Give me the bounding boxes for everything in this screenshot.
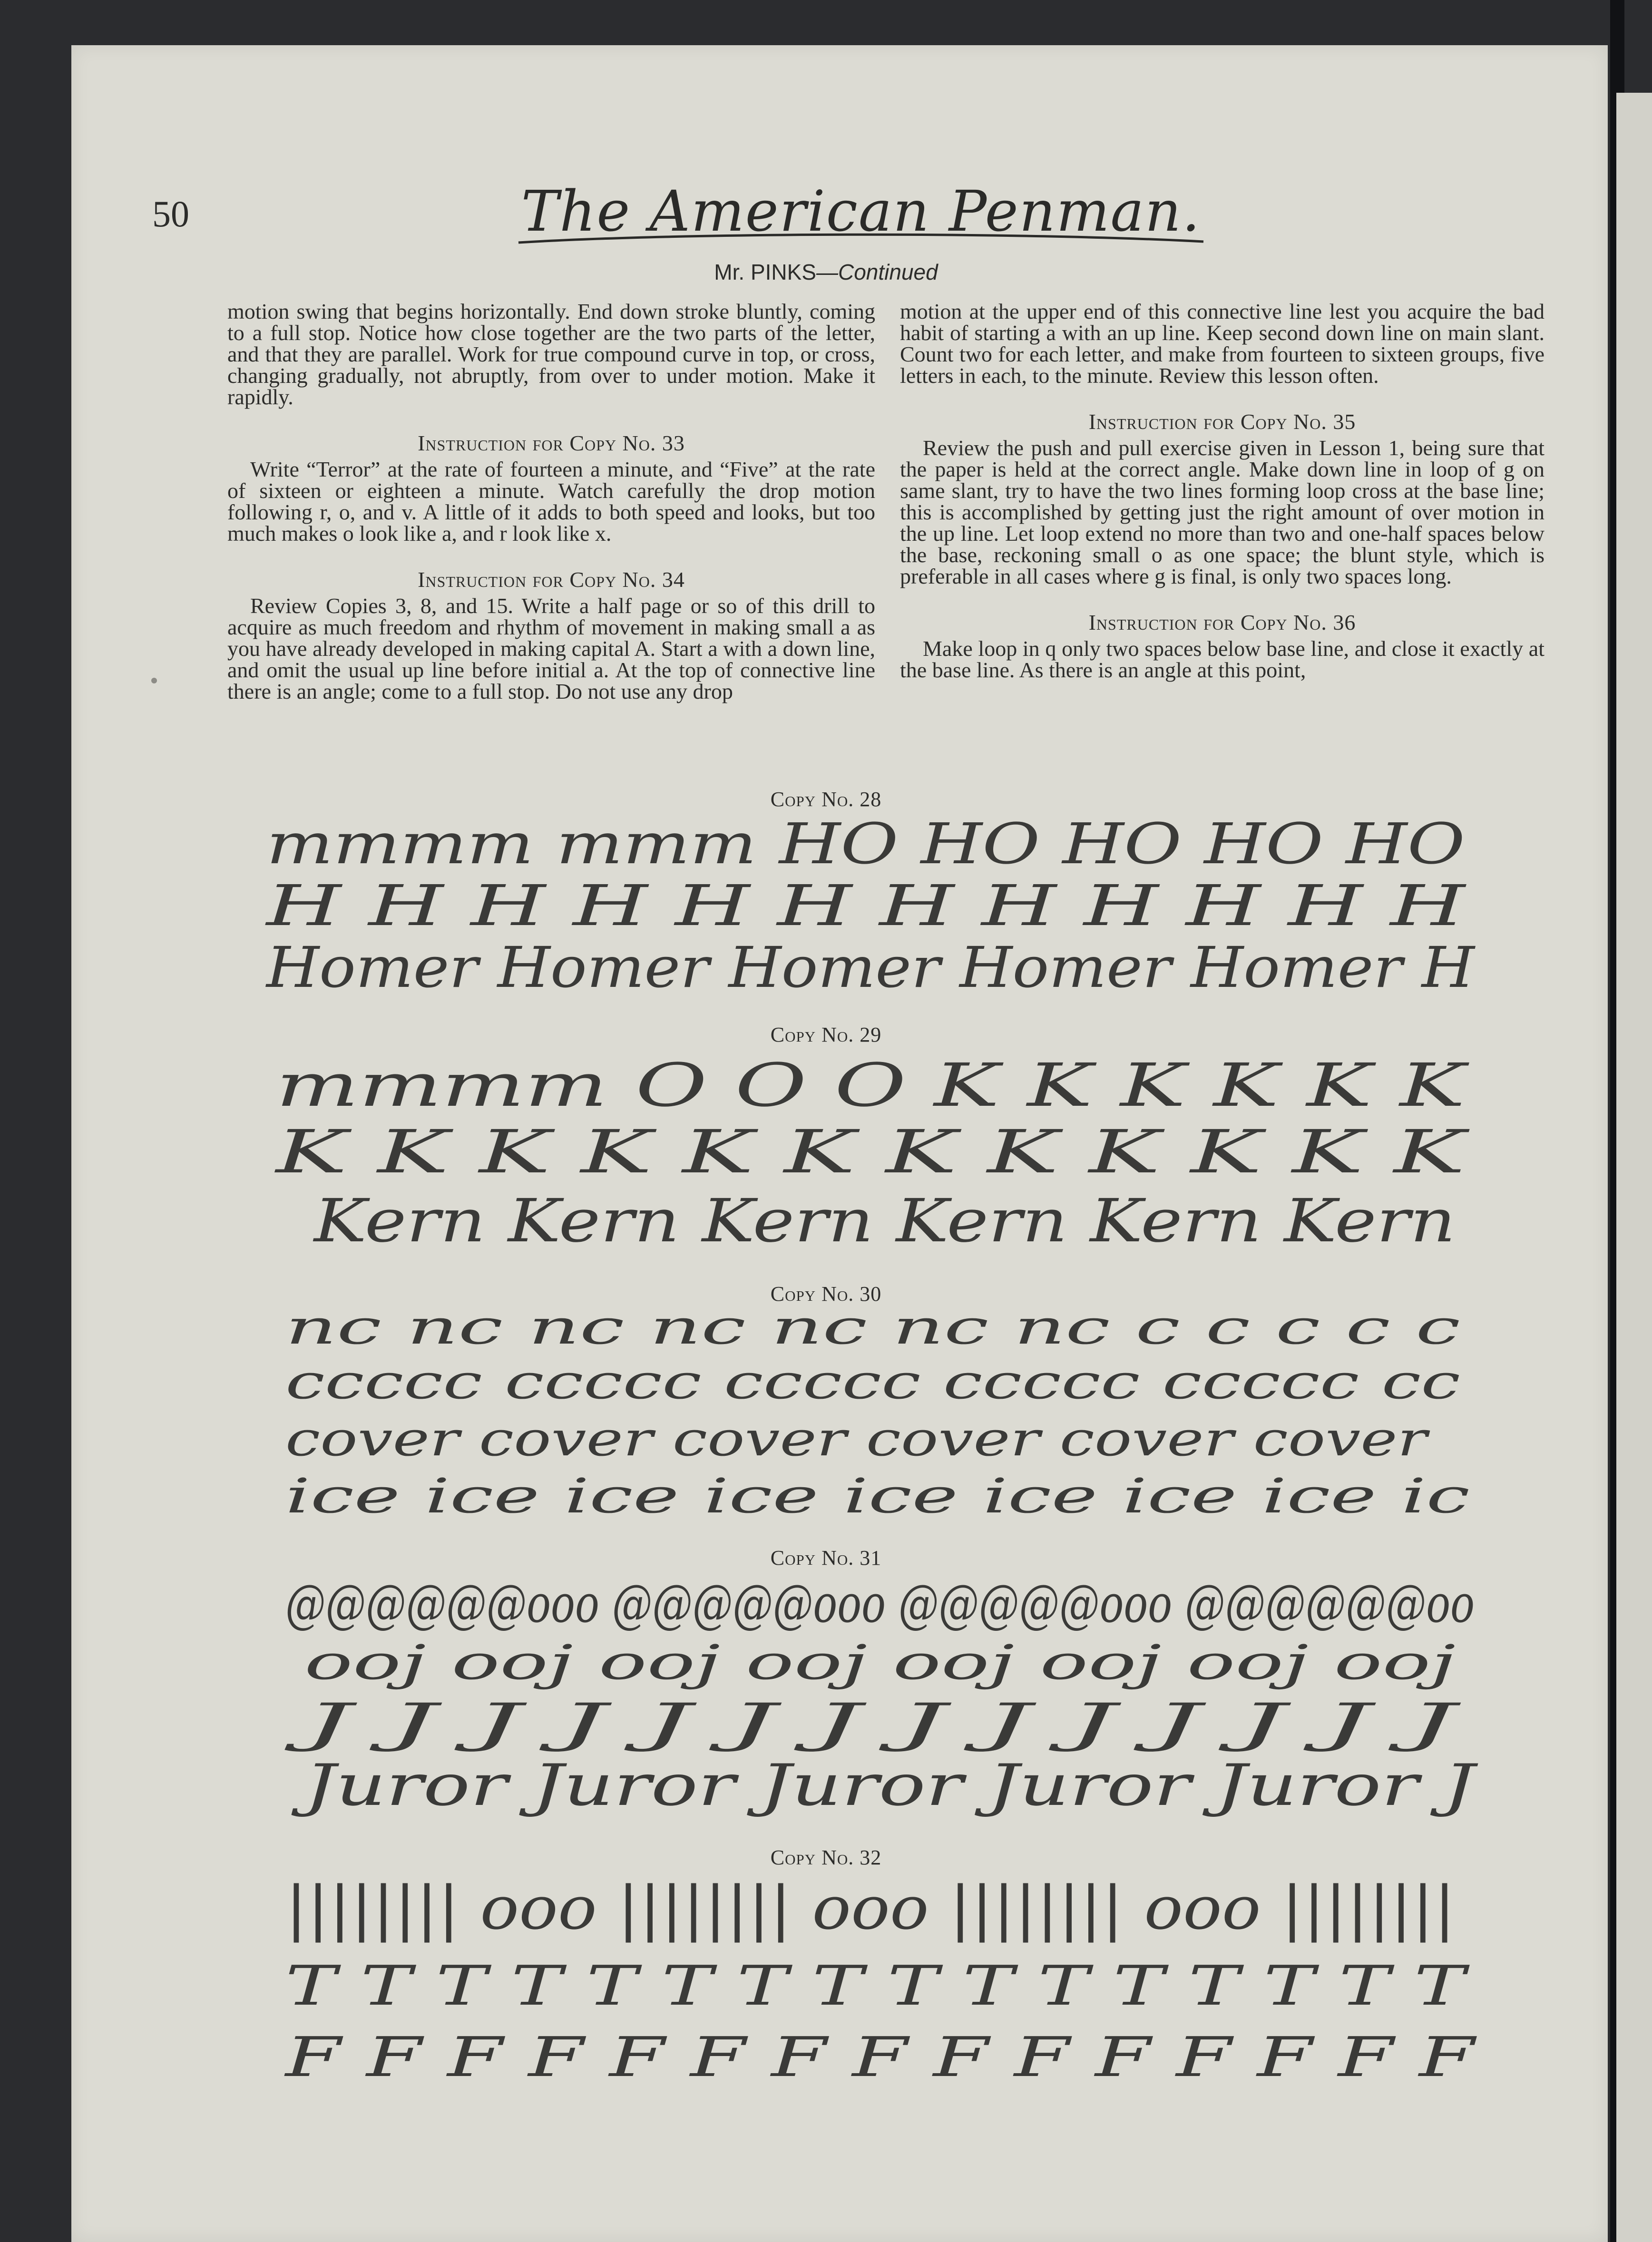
script-line: nc nc nc nc nc nc nc c c c c c — [285, 1299, 1460, 1355]
copy-label: Copy No. 31 — [770, 1546, 882, 1569]
script-line: H H H H H H H H H H H H — [264, 873, 1467, 938]
script-line: ccccc ccccc ccccc ccccc ccccc cc — [285, 1354, 1460, 1410]
script-line: cover cover cover cover cover cover — [285, 1411, 1430, 1467]
copy-31-script — [284, 1573, 1503, 1819]
script-line: ice ice ice ice ice ice ice ice ic — [285, 1468, 1470, 1524]
section-text: Review Copies 3, 8, and 15. Write a half page or so of this drill to acquire as much freedom and rhythm of movement in making small a as you have already developed in making capital A. Start a with a down line, and omit the usual up line before initial a. At the top of connective line there is an angle; come to a full stop. Do not use any drop — [227, 594, 875, 703]
section-text: Write “Terror” at the rate of fourteen a minute, and “Five” at the rate of sixteen or eighteen a minute. Watch carefully the drop motion following r, o, and v. A little of it adds to both speed and looks, but too much makes o look like a, and r look like x. — [227, 457, 875, 546]
copy-label: Copy No. 29 — [770, 1023, 882, 1046]
script-line: F F F F F F F F F F F F F F F — [284, 2026, 1478, 2089]
right-column — [900, 301, 1544, 681]
section-heading: Instruction for Copy No. 33 — [418, 431, 685, 455]
copy-32-script — [285, 1867, 1503, 2095]
article-subtitle — [0, 259, 1652, 285]
page-number: 50 — [152, 193, 189, 234]
script-line: |||||||| ooo |||||||| ooo |||||||| ooo |||||||| — [285, 1874, 1456, 1943]
next-page-edge — [1616, 93, 1652, 2242]
script-line: T T T T T T T T T T T T T T T T — [285, 1954, 1470, 2018]
right-intro: motion at the upper end of this connective line lest you acquire the bad habit of starting a with an up line. Keep second down line on main slant. Count two for each letter, and make from fourteen to sixteen groups, five letters in each, to the minute. Review this lesson often. — [900, 299, 1544, 388]
script-line: mmmm mmm HO HO HO HO HO — [266, 811, 1465, 877]
masthead-title — [499, 171, 1222, 252]
copy-label: Copy No. 32 — [770, 1846, 882, 1869]
left-column — [227, 301, 875, 702]
script-line: mmmm O O O K K K K K K — [276, 1051, 1470, 1120]
section-text: Make loop in q only two spaces below base line, and close it exactly at the base line. As there is an angle at this point, — [900, 636, 1544, 682]
copy-29-script — [276, 1051, 1494, 1256]
script-line: J J J J J J J J J J J J J J — [284, 1692, 1462, 1753]
copy-label: Copy No. 30 — [770, 1282, 882, 1306]
section-heading: Instruction for Copy No. 36 — [1088, 610, 1356, 634]
script-line: Homer Homer Homer Homer Homer H — [265, 935, 1476, 1000]
margin-mark — [151, 678, 157, 683]
subtitle-name: Mr. PINKS — [714, 260, 816, 284]
script-line: Kern Kern Kern Kern Kern Kern — [313, 1187, 1456, 1256]
copy-label: Copy No. 28 — [770, 788, 882, 811]
section-heading: Instruction for Copy No. 34 — [418, 567, 685, 592]
script-line: Juror Juror Juror Juror Juror J — [291, 1753, 1479, 1819]
section-text: Review the push and pull exercise given in Lesson 1, being sure that the paper is held at the correct angle. Make down line in loop of g on same slant, try to have the two lines forming loop cross at the base line; this is accomplished by getting just the right amount of over motion in the up line. Let loop extend no more than two and one-half spaces below the base, reckoning small o as one space; the blunt style, which is preferable in all cases where g is final, is only two spaces long. — [900, 436, 1544, 588]
masthead-text: The American Penman. — [521, 178, 1201, 244]
script-line: K K K K K K K K K K K K — [274, 1118, 1470, 1187]
copy-28-script — [264, 811, 1484, 1006]
subtitle-suffix: —Continued — [816, 260, 938, 284]
section-heading: Instruction for Copy No. 35 — [1088, 409, 1356, 434]
copy-30-script — [285, 1299, 1503, 1527]
script-line: @@@@@@ooo @@@@@ooo @@@@@ooo @@@@@@oo — [285, 1573, 1475, 1634]
script-line: ooj ooj ooj ooj ooj ooj ooj ooj — [304, 1635, 1456, 1690]
left-intro: motion swing that begins horizontally. End down stroke bluntly, coming to a full stop. Notice how close together are the two parts of the letter, and that they are parallel. Work for true compound curve in top, or cross, changing gradually, not abruptly, from over to under motion. Make it rapidly. — [227, 299, 875, 409]
